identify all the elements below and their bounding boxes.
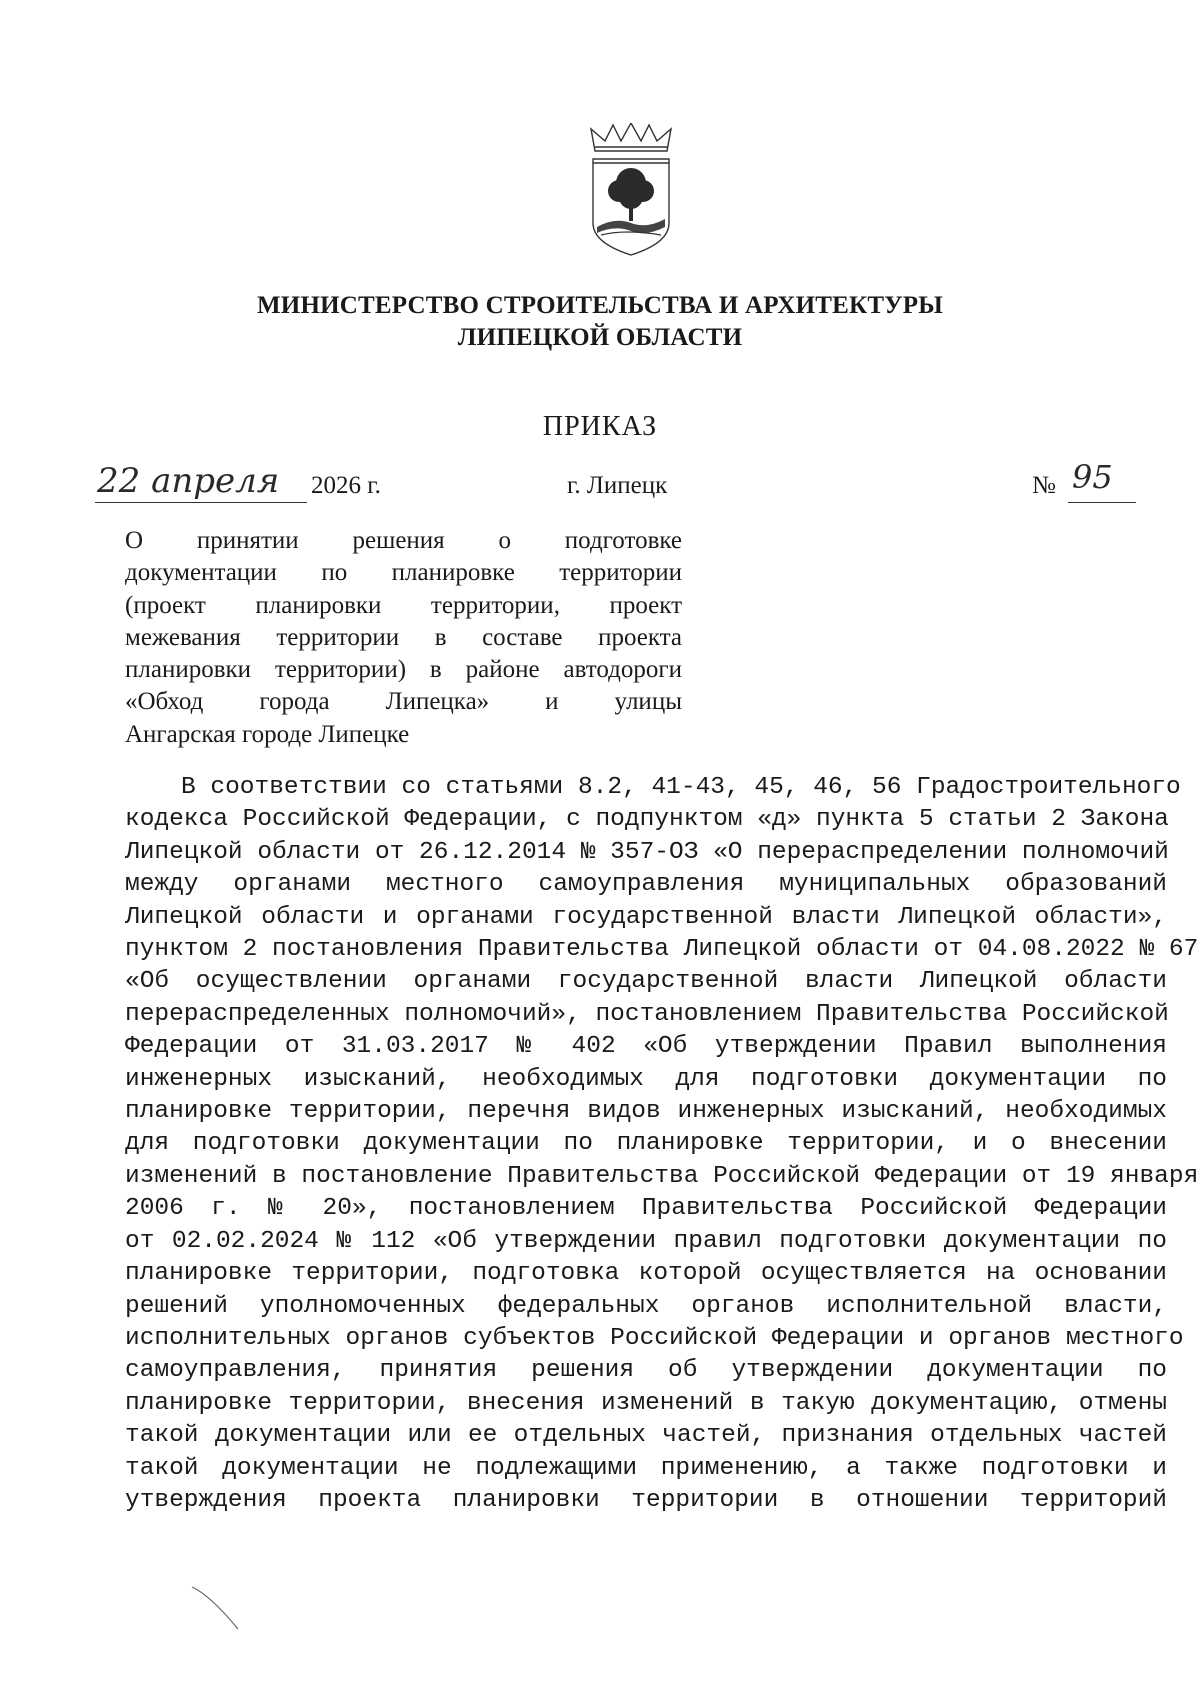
body-line: утверждения проекта планировки территории в отношении территорий [125, 1486, 1167, 1514]
body-line: от 02.02.2024 № 112 «Об утверждении правил подготовки документации по [125, 1227, 1167, 1255]
body-line: В соответствии со статьями 8.2, 41-43, 45, 46, 56 Градостроительного [181, 774, 1181, 801]
body-line: решений уполномоченных федеральных органов исполнительной власти, [125, 1292, 1167, 1320]
body-line: планировке территории, подготовка которой осуществляется на основании [125, 1260, 1167, 1288]
body-line: Федерации от 31.03.2017 № 402 «Об утверждении Правил выполнения [125, 1033, 1167, 1061]
order-subject [125, 525, 682, 751]
body-line: перераспределенных полномочий», постановлением Правительства Российской [125, 1000, 1169, 1028]
subject-line: межевания территории в составе проекта [125, 623, 682, 651]
body-line: между органами местного самоуправления муниципальных образований [125, 871, 1167, 899]
handwritten-number: 95 [1072, 458, 1113, 496]
number-label: № [1032, 472, 1056, 499]
body-line: инженерных изысканий, необходимых для подготовки документации по [125, 1065, 1167, 1093]
body-line: «Об осуществлении органами государственной власти Липецкой области [125, 968, 1167, 996]
organization-region: ЛИПЕЦКОЙ ОБЛАСТИ [457, 324, 743, 351]
order-body-text [125, 772, 1199, 1517]
body-line: Липецкой области и органами государственной власти Липецкой области», [125, 903, 1167, 931]
body-line: кодекса Российской Федерации, с подпунктом «д» пункта 5 статьи 2 Закона [125, 806, 1169, 834]
handwritten-date: 22 апреля [97, 461, 280, 501]
date-year: 2026 г. [311, 472, 381, 499]
body-line: такой документации не подлежащими применению, а также подготовки и [125, 1454, 1167, 1482]
body-line: самоуправления, принятия решения об утверждении документации по [125, 1357, 1167, 1385]
lipetsk-coat-of-arms-icon [585, 123, 677, 259]
body-line: пунктом 2 постановления Правительства Липецкой области от 04.08.2022 № 67 [125, 936, 1199, 964]
organization-name: МИНИСТЕРСТВО СТРОИТЕЛЬСТВА И АРХИТЕКТУРЫ [257, 292, 943, 319]
subject-line: планировки территории) в районе автодороги [125, 656, 682, 684]
subject-line: документации по планировке территории [125, 559, 682, 587]
pen-stroke-mark [190, 1585, 250, 1635]
body-line: для подготовки документации по планировке территории, и о внесении [125, 1130, 1167, 1158]
subject-line: «Обход города Липецка» и улицы [125, 688, 682, 716]
body-line: планировке территории, перечня видов инженерных изысканий, необходимых [125, 1098, 1167, 1126]
body-line: планировке территории, внесения изменений в такую документацию, отмены [125, 1389, 1167, 1417]
subject-line: (проект планировки территории, проект [125, 591, 682, 619]
body-line: 2006 г. № 20», постановлением Правительства Российской Федерации [125, 1195, 1167, 1223]
subject-line: О принятии решения о подготовке [125, 527, 682, 554]
date-underline [95, 502, 307, 503]
body-line: Липецкой области от 26.12.2014 № 357-ОЗ «О перераспределении полномочий [125, 838, 1169, 866]
subject-line: Ангарская городе Липецке [125, 720, 410, 748]
city-label: г. Липецк [567, 472, 668, 499]
number-underline [1068, 502, 1136, 503]
body-line: изменений в постановление Правительства Российской Федерации от 19 января [125, 1162, 1199, 1190]
document-type-title: ПРИКАЗ [542, 411, 658, 442]
body-line: исполнительных органов субъектов Российской Федерации и органов местного [125, 1324, 1184, 1352]
body-line: такой документации или ее отдельных частей, признания отдельных частей [125, 1422, 1167, 1450]
